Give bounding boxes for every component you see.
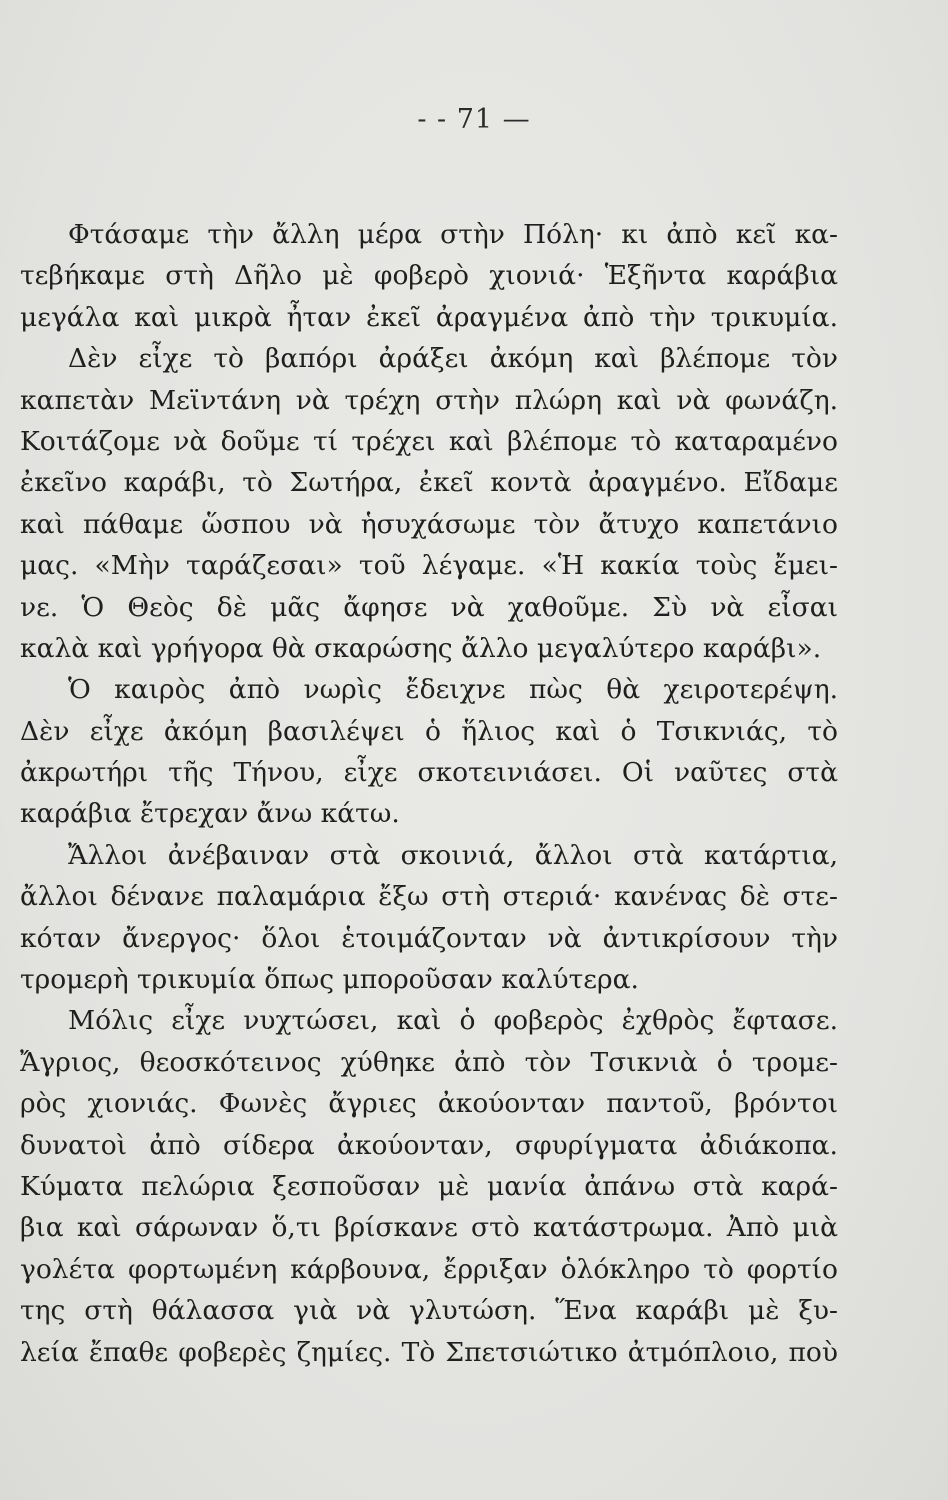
text-line: Ὁ καιρὸς ἀπὸ νωρὶς ἔδειχνε πὼς θὰ χειροτερέψη. [68,674,838,706]
text-line: μας. «Μὴν ταράζεσαι» τοῦ λέγαμε. «Ἡ κακία τοὺς ἔμει- [20,550,838,582]
text-line: γολέτα φορτωμένη κάρβουνα, ἔρριξαν ὁλόκληρο τὸ φορτίο [20,1253,838,1285]
text-line: Δὲν εἶχε ἀκόμη βασιλέψει ὁ ἥλιος καὶ ὁ Τσικνιάς, τὸ [20,715,838,747]
text-line: Ἄλλοι ἀνέβαιναν στὰ σκοινιά, ἄλλοι στὰ κατάρτια, [68,839,838,871]
text-line: Δὲν εἶχε τὸ βαπόρι ἀράξει ἀκόμη καὶ βλέπομε τὸν [68,343,838,375]
text-line: ρὸς χιονιάς. Φωνὲς ἄγριες ἀκούονταν παντοῦ, βρόντοι [20,1088,838,1120]
text-line: Μόλις εἶχε νυχτώσει, καὶ ὁ φοβερὸς ἐχθρὸς ἔφτασε. [68,1005,838,1037]
text-line: καλὰ καὶ γρήγορα θὰ σκαρώσης ἄλλο μεγαλύτερο καράβι». [20,632,822,664]
text-line: ἄλλοι δένανε παλαμάρια ἔξω στὴ στεριά· κανένας δὲ στε- [20,881,838,913]
text-line: καπετὰν Μεϊντάνη νὰ τρέχη στὴν πλώρη καὶ νὰ φωνάζη. [20,384,838,416]
text-line: δυνατοὶ ἀπὸ σίδερα ἀκούονταν, σφυρίγματα ἀδιάκοπα. [20,1129,838,1161]
text-line: καράβια ἔτρεχαν ἄνω κάτω. [20,798,400,830]
body-text [20,214,838,1373]
text-line: Κοιτάζομε νὰ δοῦμε τί τρέχει καὶ βλέπομε τὸ καταραμένο [20,425,838,457]
text-line: ἀκρωτήρι τῆς Τήνου, εἶχε σκοτεινιάσει. Οἱ ναῦτες στὰ [20,757,838,789]
text-line: ἐκεῖνο καράβι, τὸ Σωτήρα, ἐκεῖ κοντὰ ἀραγμένο. Εἴδαμε [20,467,838,499]
text-line: Ἄγριος, θεοσκότεινος χύθηκε ἀπὸ τὸν Τσικνιὰ ὁ τρομε- [20,1046,838,1078]
text-line: λεία ἔπαθε φοβερὲς ζημίες. Τὸ Σπετσιώτικο ἀτμόπλοιο, ποὺ [20,1336,838,1368]
page-number: - - 71 — [417,104,531,135]
text-line: νε. Ὁ Θεὸς δὲ μᾶς ἄφησε νὰ χαθοῦμε. Σὺ νὰ εἶσαι [20,591,838,623]
text-line: Κύματα πελώρια ξεσποῦσαν μὲ μανία ἀπάνω στὰ καρά- [20,1170,838,1202]
text-line: τεβήκαμε στὴ Δῆλο μὲ φοβερὸ χιονιά· Ἑξῆντα καράβια [20,260,838,292]
text-line: Φτάσαμε τὴν ἄλλη μέρα στὴν Πόλη· κι ἀπὸ κεῖ κα- [68,219,838,250]
text-line: της στὴ θάλασσα γιὰ νὰ γλυτώση. Ἕνα καράβι μὲ ξυ- [20,1295,838,1327]
text-line: τρομερὴ τρικυμία ὅπως μποροῦσαν καλύτερα. [20,964,639,996]
text-line: κόταν ἄνεργος· ὅλοι ἑτοιμάζονταν νὰ ἀντικρίσουν τὴν [20,922,838,954]
text-line: καὶ πάθαμε ὥσπου νὰ ἡσυχάσωμε τὸν ἄτυχο καπετάνιο [20,508,838,540]
text-line: βια καὶ σάρωναν ὅ,τι βρίσκανε στὸ κατάστρωμα. Ἀπὸ μιὰ [20,1212,838,1244]
text-line: μεγάλα καὶ μικρὰ ἦταν ἐκεῖ ἀραγμένα ἀπὸ τὴν τρικυμία. [20,301,838,333]
